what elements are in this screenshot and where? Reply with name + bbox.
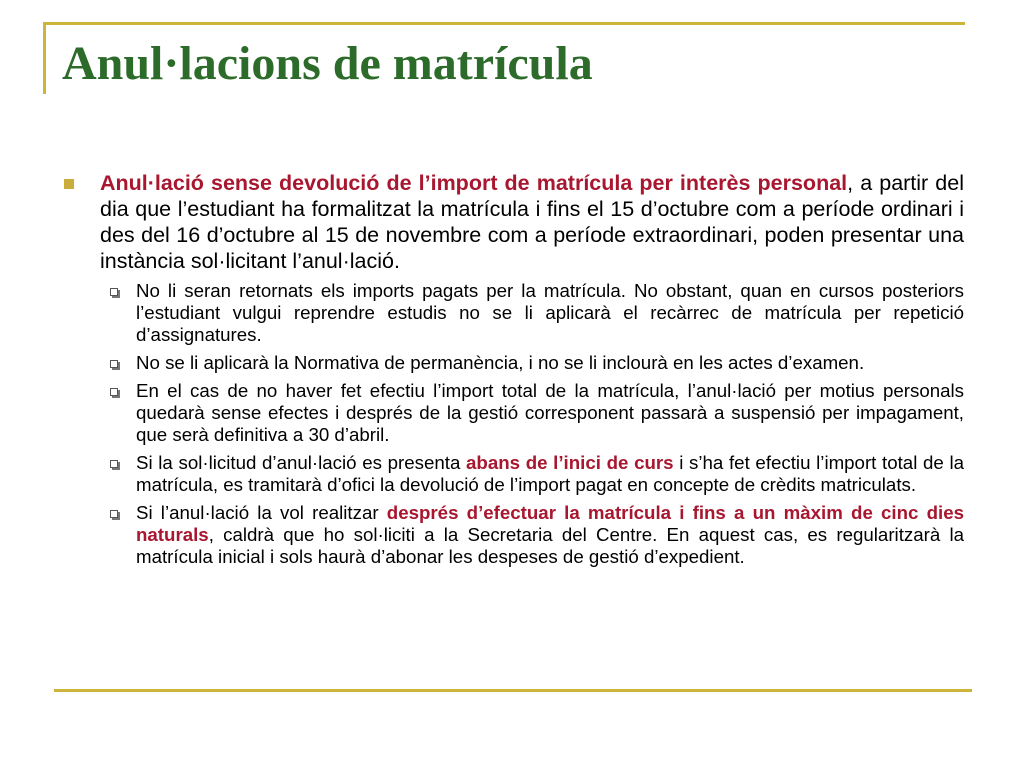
hollow-square-bullet-icon [110, 460, 118, 468]
sub-bullet-item [62, 452, 964, 496]
hollow-square-bullet-icon [110, 360, 118, 368]
sub-bullet-item [62, 352, 964, 374]
sub-bullet-text: En el cas de no haver fet efectiu l’import total de la matrícula, l’anul·lació per motius personals quedarà sense efectes i després de la gestió corresponent passarà a suspensió per impagament, que serà definitiva a 30 d’abril. [136, 380, 964, 445]
sub-bullet-text-before: Si la sol·licitud d’anul·lació es presenta [136, 452, 467, 473]
sub-bullet-text-after: , caldrà que ho sol·liciti a la Secretaria del Centre. En aquest cas, es regularitzarà la matrícula inicial i sols haurà d’abonar les despeses de gestió d’expedient. [136, 524, 964, 567]
sub-bullet-item [62, 380, 964, 446]
main-bullet-highlight: Anul·lació sense devolució de l’import de matrícula per interès personal [100, 171, 848, 195]
hollow-square-bullet-icon [110, 388, 118, 396]
main-bullet-text: , a partir del dia que l’estudiant ha formalitzat la matrícula i fins el 15 d’octubre com a període ordinari i des del 16 d’octubre al 15 de novembre com a període extraordinari, poden presentar una instància sol·licitant l’anul·lació. [100, 171, 964, 273]
sub-bullet-text-after: i s’ha fet efectiu l’import total de la matrícula, es tramitarà d’ofici la devolució de l’import pagat en concepte de crèdits matriculats. [136, 452, 965, 495]
bottom-rule [54, 689, 972, 692]
left-rule [43, 22, 46, 94]
sub-bullet-item [62, 280, 964, 346]
sub-bullet-text-before: Si l’anul·lació la vol realitzar [136, 502, 387, 523]
hollow-square-bullet-icon [110, 288, 118, 296]
main-bullet-item [62, 170, 964, 274]
sub-bullet-text: No li seran retornats els imports pagats per la matrícula. No obstant, quan en cursos posteriors l’estudiant vulgui reprendre estudis no se li aplicarà el recàrrec de matrícula per repetició d’assignatures. [136, 280, 964, 345]
sub-bullet-item [62, 502, 964, 568]
top-rule [43, 22, 965, 25]
sub-bullet-highlight: abans de l’inici de curs [466, 452, 674, 473]
sub-bullet-highlight: després d’efectuar la matrícula i fins a un màxim de cinc dies naturals [136, 502, 965, 545]
hollow-square-bullet-icon [110, 510, 118, 518]
sub-bullet-text: No se li aplicarà la Normativa de permanència, i no se li inclourà en les actes d’examen. [136, 352, 865, 373]
square-bullet-icon [64, 179, 74, 189]
sub-bullet-list [62, 280, 964, 568]
slide-title: Anul·lacions de matrícula [62, 37, 593, 90]
slide-content [62, 170, 964, 574]
